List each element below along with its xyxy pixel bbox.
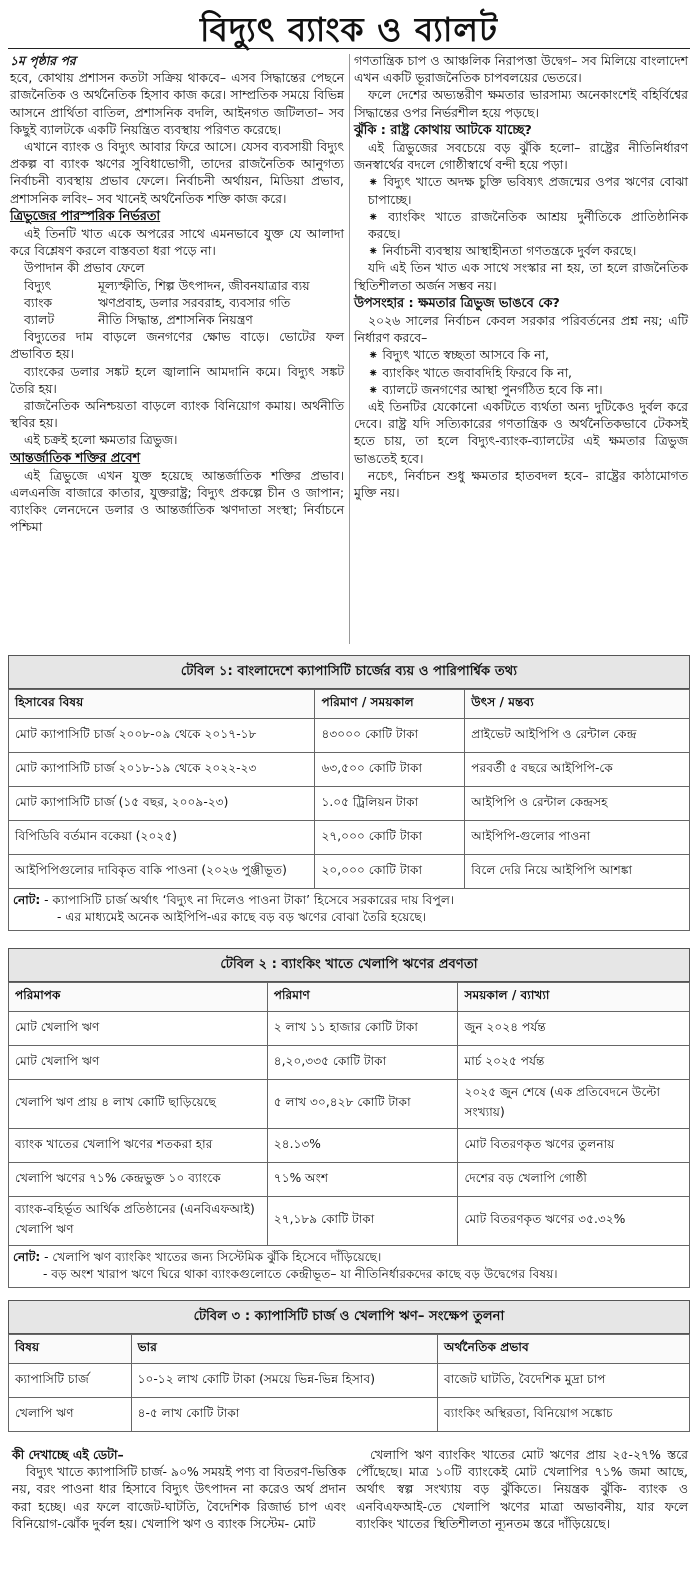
table-cell: মোট খেলাপি ঋণ <box>9 1046 268 1080</box>
table-cell: ৭১% অংশ <box>267 1163 458 1197</box>
table-cell: ২০২৫ জুন শেষে (এক প্রতিবেদনে উল্টো সংখ্যায়) <box>458 1080 690 1129</box>
paragraph: বিদ্যুতের দাম বাড়লে জনগণের ক্ষোভ বাড়ে। ভোটের ফল প্রভাবিত হয়। <box>10 329 344 362</box>
table-cell: মোট ক্যাপাসিটি চার্জ ২০১৮-১৯ থেকে ২০২২-২৩ <box>9 753 315 787</box>
bullet-item: ⁕ বিদ্যুৎ খাতে স্বচ্ছতা আসবে কি না, <box>368 347 549 363</box>
impact-value: নীতি সিদ্ধান্ত, প্রশাসনিক নিয়ন্ত্রণ <box>98 312 253 328</box>
table-cell: ৪-৫ লাখ কোটি টাকা <box>131 1398 437 1432</box>
table-row <box>9 1398 690 1432</box>
table-cell: ১০-১২ লাখ কোটি টাকা (সময়ে ভিন্ন-ভিন্ন হিসাব) <box>131 1364 437 1398</box>
table-header-row <box>9 690 690 719</box>
table-cell: ২৭,০০০ কোটি টাকা <box>315 821 465 855</box>
column-header: হিসাবের বিষয় <box>9 690 315 719</box>
table-cell: বিলে দেরি নিয়ে আইপিপি আশঙ্কা <box>465 855 690 889</box>
left-column <box>10 52 344 536</box>
column-header: উৎস / মন্তব্য <box>465 690 690 719</box>
table-cell: ৬৩,৫০০ কোটি টাকা <box>315 753 465 787</box>
table-row <box>9 787 690 821</box>
bottom-right-column <box>356 1446 688 1532</box>
table-cell: বিপিডিবি বর্তমান বকেয়া (২০২৫) <box>9 821 315 855</box>
table-cell: মার্চ ২০২৫ পর্যন্ত <box>458 1046 690 1080</box>
column-divider <box>349 54 350 644</box>
table-cell: ২ লাখ ১১ হাজার কোটি টাকা <box>267 1012 458 1046</box>
column-header: বিষয় <box>9 1335 132 1364</box>
table-cell: ২৪.১৩% <box>267 1129 458 1163</box>
column-header: পরিমাণ <box>267 983 458 1012</box>
table-header-row <box>9 983 690 1012</box>
section-heading: কী দেখাচ্ছে এই ডেটা– <box>12 1447 124 1462</box>
table-row <box>9 821 690 855</box>
table-cell: আইপিপি-গুলোর পাওনা <box>465 821 690 855</box>
column-header: অর্থনৈতিক প্রভাব <box>438 1335 690 1364</box>
paragraph: এই তিনটির যেকোনো একটিতে ব্যর্থতা অন্য দুটিকেও দুর্বল করে দেবে। রাষ্ট্র যদি সত্যিকারের গণতান্ত্রিক ও অর্থনৈতিকভাবে টেকসই হতে চায়, তা হলে বিদ্যুৎ-ব্যাংক-ব্যালটের এই ক্ষমতার ত্রিভুজ ভাঙতেই হবে। <box>354 399 688 466</box>
impact-value: মূল্যস্ফীতি, শিল্প উৎপাদন, জীবনযাত্রার ব্যয় <box>98 277 310 293</box>
table-row <box>9 1080 690 1129</box>
table-cell: খেলাপি ঋণ <box>9 1398 132 1432</box>
table-cell: খেলাপি ঋণ প্রায় ৪ লাখ কোটি ছাড়িয়েছে <box>9 1080 268 1129</box>
column-header: ভার <box>131 1335 437 1364</box>
table-cell: ৪৩০০০ কোটি টাকা <box>315 719 465 753</box>
table-cell: দেশের বড় খেলাপি গোষ্ঠী <box>458 1163 690 1197</box>
table-row <box>9 855 690 889</box>
paragraph: গণতান্ত্রিক চাপ ও আঞ্চলিক নিরাপত্তা উদ্বেগ– সব মিলিয়ে বাংলাদেশ এখন একটি ভূরাজনৈতিক চাপবলয়ের ভেতরে। <box>354 53 688 86</box>
note-label: নোট: <box>13 1250 41 1264</box>
table-cell: ব্যাংকিং অস্থিরতা, বিনিয়োগ সঙ্কোচ <box>438 1398 690 1432</box>
table-note <box>8 1246 690 1288</box>
right-column <box>354 52 688 501</box>
data-table <box>8 982 690 1246</box>
paragraph: এই ত্রিভুজে এখন যুক্ত হয়েছে আন্তর্জাতিক শক্তির প্রভাব। এলএনজি বাজারে কাতার, যুক্তরাষ্ট্র; বিদ্যুৎ প্রকল্পে চীন ও জাপান; ব্যাংকিং লেনদেনে ডলার ও আন্তর্জাতিক ঋণদাতা সংস্থা; নির্বাচনে পশ্চিমা <box>10 467 344 535</box>
table-row <box>9 1364 690 1398</box>
table-row <box>9 1163 690 1197</box>
table-note <box>8 889 690 931</box>
title-divider <box>8 48 690 49</box>
table-cell: মোট খেলাপি ঋণ <box>9 1012 268 1046</box>
paragraph: হবে, কোথায় প্রশাসন কতটা সক্রিয় থাকবে– এসব সিদ্ধান্তের পেছনে রাজনৈতিক ও অর্থনৈতিক হিসাব কাজ করে। সাম্প্রতিক সময়ে বিভিন্ন আসনে প্রার্থিতা বাতিল, প্রশাসনিক বদলি, আইনগত জটিলতা– সব কিছুই ব্যালটকে একটি নিয়ন্ত্রিত ব্যবস্থায় পরিণত করেছে। <box>10 70 344 137</box>
bullet-item: ⁕ নির্বাচনী ব্যবস্থায় আস্থাহীনতা গণতন্ত্রকে দুর্বল করছে। <box>368 243 637 259</box>
note-label: নোট: <box>13 893 41 907</box>
table-cell: খেলাপি ঋণের ৭১% কেন্দ্রভুক্ত ১০ ব্যাংকে <box>9 1163 268 1197</box>
paragraph: এখানে ব্যাংক ও বিদ্যুৎ আবার ফিরে আসে। যেসব ব্যবসায়ী বিদ্যুৎ প্রকল্প বা ব্যাংক ঋণের সুবিধাভোগী, তাদের রাজনৈতিক আনুগত্য নির্বাচনী ব্যবস্থায় প্রভাব ফেলে। নির্বাচনী অর্থায়ন, মিডিয়া প্রভাব, প্রশাসনিক লবিং– সব খানেই অর্থনৈতিক শক্তি কাজ করে। <box>10 139 344 206</box>
table-cell: ৫ লাখ ৩০,৪২৮ কোটি টাকা <box>267 1080 458 1129</box>
table-cell: আইপিপি ও রেন্টাল কেন্দ্রসহ <box>465 787 690 821</box>
table-cell: ২০,০০০ কোটি টাকা <box>315 855 465 889</box>
data-table <box>8 689 690 889</box>
table-row <box>9 719 690 753</box>
paragraph: রাজনৈতিক অনিশ্চয়তা বাড়লে ব্যাংক বিনিয়োগ কমায়। অর্থনীতি স্থবির হয়। <box>10 398 344 431</box>
paragraph: যদি এই তিন খাত এক সাথে সংস্কার না হয়, তা হলে রাজনৈতিক স্থিতিশীলতা অর্জন সম্ভব নয়। <box>354 260 688 293</box>
table-cell: জুন ২০২৪ পর্যন্ত <box>458 1012 690 1046</box>
table-cell: মোট বিতরণকৃত ঋণের তুলনায় <box>458 1129 690 1163</box>
table-title: টেবিল ৩ : ক্যাপাসিটি চার্জ ও খেলাপি ঋণ– সংক্ষেপ তুলনা <box>8 1300 690 1334</box>
bullet-item: ⁕ ব্যাংকিং খাতে রাজনৈতিক আশ্রয় দুর্নীতিকে প্রাতিষ্ঠানিক করছে। <box>368 208 688 242</box>
table-row <box>9 1012 690 1046</box>
table-title: টেবিল ১: বাংলাদেশে ক্যাপাসিটি চার্জের ব্যয় ও পারিপার্শ্বিক তথ্য <box>8 655 690 689</box>
section-heading: ঝুঁকি : রাষ্ট্র কোথায় আটকে যাচ্ছে? <box>354 122 532 138</box>
table-cell: ব্যাংক খাতের খেলাপি ঋণের শতকরা হার <box>9 1129 268 1163</box>
article-title: বিদ্যুৎ ব্যাংক ও ব্যালট <box>200 10 498 49</box>
table-cell: মোট বিতরণকৃত ঋণের ৩৫.৩২% <box>458 1197 690 1246</box>
note-line: - বড় অংশ খারাপ ঋণে ঘিরে থাকা ব্যাংকগুলোতে কেন্দ্রীভূত– যা নীতিনির্ধারকদের কাছে বড় উদ্বেগের বিষয়। <box>43 1267 558 1281</box>
paragraph: ২০২৬ সালের নির্বাচন কেবল সরকার পরিবর্তনের প্রশ্ন নয়; এটি নির্ধারণ করবে– <box>354 313 688 346</box>
bullet-item: ⁕ ব্যাংকিং খাতে জবাবদিহি ফিরবে কি না, <box>368 364 572 380</box>
paragraph: খেলাপি ঋণ ব্যাংকিং খাতের মোট ঋণের প্রায় ২৫-২৭% স্তরে পৌঁছেছে। মাত্র ১০টি ব্যাংকেই মোট খেলাপির ৭১% জমা আছে, অর্থাৎ স্বল্প সংখ্যায় বড় ঝুঁকিতে। নিয়ন্ত্রক ঝুঁকি- ব্যাংক ও এনবিএফআই-তে খেলাপি ঋণের মাত্রা অভাবনীয়, যার ফলে ব্যাংকিং খাতের স্থিতিশীলতা ন্যূনতম স্তরে দাঁড়িয়েছে। <box>356 1447 688 1531</box>
note-line: - খেলাপি ঋণ ব্যাংকিং খাতের জন্য সিস্টেমিক ঝুঁকি হিসেবে দাঁড়িয়েছে। <box>44 1250 382 1264</box>
table-cell: ক্যাপাসিটি চার্জ <box>9 1364 132 1398</box>
table-cell: মোট ক্যাপাসিটি চার্জ (১৫ বছর, ২০০৯-২৩) <box>9 787 315 821</box>
table-row <box>9 1129 690 1163</box>
paragraph: ব্যাংকের ডলার সঙ্কট হলে জ্বালানি আমদানি কমে। বিদ্যুৎ সঙ্কট তৈরি হয়। <box>10 363 344 396</box>
column-header: সময়কাল / ব্যাখ্যা <box>458 983 690 1012</box>
table-cell: ১.০৫ ট্রিলিয়ন টাকা <box>315 787 465 821</box>
table-cell: বাজেট ঘাটতি, বৈদেশিক মুদ্রা চাপ <box>438 1364 690 1398</box>
table-row <box>9 1197 690 1246</box>
section-heading: ত্রিভুজের পারস্পরিক নির্ভরতা <box>10 208 161 224</box>
data-table <box>8 1334 690 1432</box>
table-default-loans <box>8 948 690 1288</box>
paragraph: এই ত্রিভুজের সবচেয়ে বড় ঝুঁকি হলো– রাষ্ট্রের নীতিনির্ধারণ জনস্বার্থের বদলে গোষ্ঠীস্বার্থে বন্দী হয়ে পড়া। <box>354 140 688 173</box>
section-heading: উপসংহার : ক্ষমতার ত্রিভুজ ভাঙবে কে? <box>354 295 560 311</box>
impact-key: বিদ্যুৎ <box>24 277 52 293</box>
table-capacity-charge <box>8 655 690 931</box>
table-header-row <box>9 1335 690 1364</box>
note-line: - এর মাধ্যমেই অনেক আইপিপি-এর কাছে বড় বড় ঋণের বোঝা তৈরি হয়েছে। <box>57 910 427 924</box>
column-header: পরিমাপক <box>9 983 268 1012</box>
table-cell: মোট ক্যাপাসিটি চার্জ ২০০৮-০৯ থেকে ২০১৭-১৮ <box>9 719 315 753</box>
table-cell: ২৭,১৮৯ কোটি টাকা <box>267 1197 458 1246</box>
column-header: পরিমাণ / সময়কাল <box>315 690 465 719</box>
bottom-left-column <box>12 1446 346 1532</box>
table-cell: ব্যাংক-বহির্ভূত আর্থিক প্রতিষ্ঠানের (এনবিএফআই) খেলাপি ঋণ <box>9 1197 268 1246</box>
bullet-item: ⁕ বিদ্যুৎ খাতে অদক্ষ চুক্তি ভবিষ্যৎ প্রজন্মের ওপর ঋণের বোঝা চাপাচ্ছে। <box>368 174 688 207</box>
paragraph: ফলে দেশের অভ্যন্তরীণ ক্ষমতার ভারসাম্য অনেকাংশেই বহির্বিশ্বের সিদ্ধান্তের ওপর নির্ভরশীল হয়ে পড়ছে। <box>354 87 688 120</box>
note-line: - ক্যাপাসিটি চার্জ অর্থাৎ ‘বিদ্যুৎ না দিলেও পাওনা টাকা’ হিসেবে সরকারের দায় বিপুল। <box>44 893 455 907</box>
paragraph: বিদ্যুৎ খাতে ক্যাপাসিটি চার্জ- ৯০% সময়ই পণ্য বা বিতরণ-ভিত্তিক নয়, বরং পাওনা ধার হিসাবে বিদ্যুৎ উৎপাদন না করেও অর্থ প্রদান করা হচ্ছে। এর ফলে বাজেট-ঘাটতি, বৈদেশিক রিজার্ভ চাপ এবং বিনিয়োগ-ঝোঁক দুর্বল হয়। খেলাপি ঋণ ও ব্যাংক সিস্টেম- মোট <box>12 1464 346 1531</box>
paragraph: এই তিনটি খাত একে অপরের সাথে এমনভাবে যুক্ত যে আলাদা করে বিশ্লেষণ করলে বাস্তবতা ধরা পড়ে না। <box>10 226 344 259</box>
impact-row <box>10 277 344 294</box>
table-row <box>9 1046 690 1080</box>
continued-label: ১ম পৃষ্ঠার পর <box>10 53 76 68</box>
table-title: টেবিল ২ : ব্যাংকিং খাতে খেলাপি ঋণের প্রবণতা <box>8 948 690 982</box>
table-cell: পরবর্তী ৫ বছরে আইপিপি-কে <box>465 753 690 787</box>
section-heading: আন্তর্জাতিক শক্তির প্রবেশ <box>10 450 141 466</box>
table-cell: প্রাইভেট আইপিপি ও রেন্টাল কেন্দ্র <box>465 719 690 753</box>
impact-value: ঋণপ্রবাহ, ডলার সরবরাহ, ব্যবসার গতি <box>98 294 291 310</box>
paragraph: নচেৎ, নির্বাচন শুধু ক্ষমতার হাতবদল হবে– রাষ্ট্রের কাঠামোগত মুক্তি নয়। <box>354 467 688 501</box>
table-cell: আইপিপিগুলোর দাবিকৃত বাকি পাওনা (২০২৬ পুঞ্জীভূত) <box>9 855 315 889</box>
table-comparison <box>8 1300 690 1432</box>
impact-key: ব্যাংক <box>24 294 53 310</box>
impact-key: ব্যালট <box>24 312 55 328</box>
paragraph: এই চক্রই হলো ক্ষমতার ত্রিভুজ। <box>24 432 178 448</box>
impact-row <box>10 294 344 311</box>
bullet-item: ⁕ ব্যালটে জনগণের আস্থা পুনর্গঠিত হবে কি না। <box>368 381 603 397</box>
paragraph: উপাদান কী প্রভাব ফেলে <box>24 260 145 276</box>
table-cell: ৪,২০,৩৩৫ কোটি টাকা <box>267 1046 458 1080</box>
impact-row <box>10 311 344 328</box>
table-row <box>9 753 690 787</box>
